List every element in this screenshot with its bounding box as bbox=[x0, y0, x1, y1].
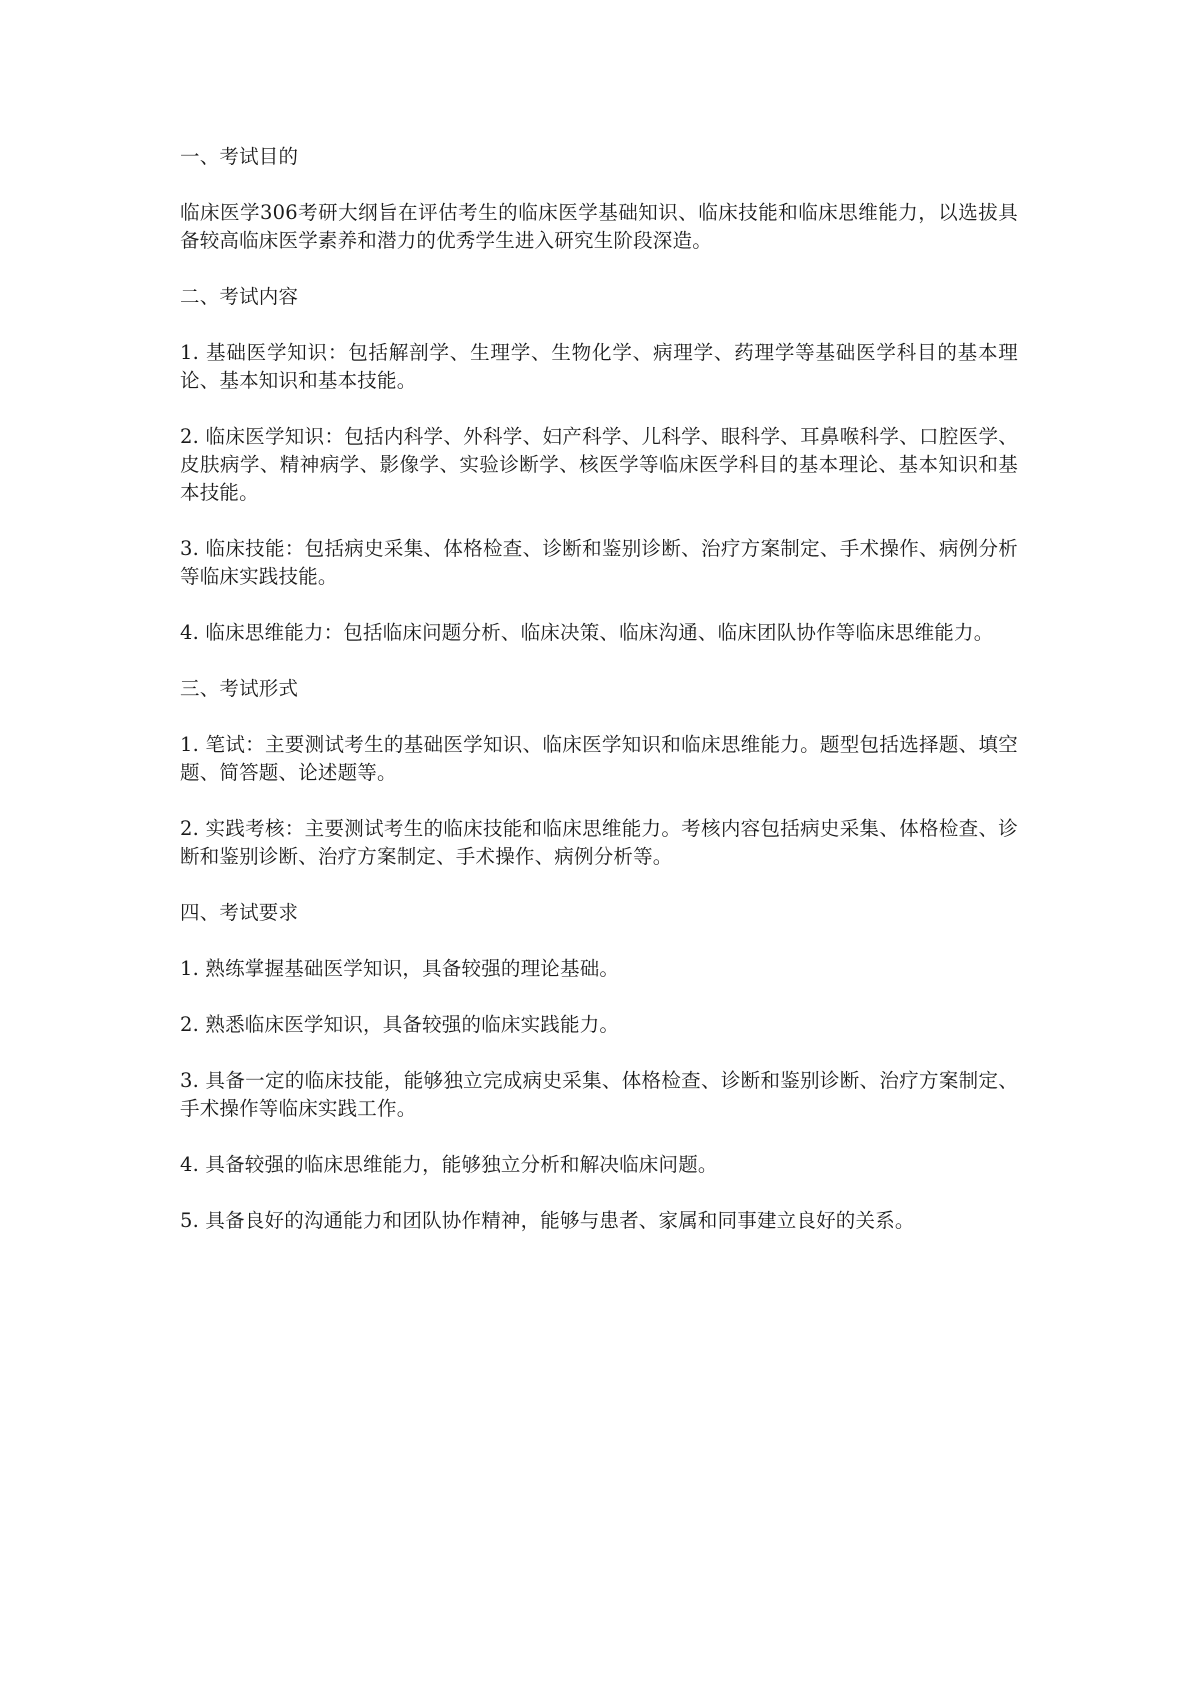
paragraph: 1. 笔试：主要测试考生的基础医学知识、临床医学知识和临床思维能力。题型包括选择题、填空题、简答题、论述题等。 bbox=[180, 733, 1018, 784]
section-heading: 三、考试形式 bbox=[180, 677, 299, 700]
paragraph: 2. 熟悉临床医学知识，具备较强的临床实践能力。 bbox=[180, 1013, 620, 1036]
paragraph: 3. 具备一定的临床技能，能够独立完成病史采集、体格检查、诊断和鉴别诊断、治疗方案制定、手术操作等临床实践工作。 bbox=[180, 1069, 1018, 1120]
document-page bbox=[180, 143, 1018, 1263]
paragraph: 3. 临床技能：包括病史采集、体格检查、诊断和鉴别诊断、治疗方案制定、手术操作、病例分析等临床实践技能。 bbox=[180, 537, 1018, 588]
section-exam-requirements bbox=[180, 899, 1018, 1235]
section-heading: 一、考试目的 bbox=[180, 145, 299, 168]
section-exam-format bbox=[180, 675, 1018, 871]
paragraph: 2. 实践考核：主要测试考生的临床技能和临床思维能力。考核内容包括病史采集、体格检查、诊断和鉴别诊断、治疗方案制定、手术操作、病例分析等。 bbox=[180, 817, 1018, 868]
paragraph: 4. 临床思维能力：包括临床问题分析、临床决策、临床沟通、临床团队协作等临床思维能力。 bbox=[180, 621, 994, 644]
paragraph: 2. 临床医学知识：包括内科学、外科学、妇产科学、儿科学、眼科学、耳鼻喉科学、口腔医学、皮肤病学、精神病学、影像学、实验诊断学、核医学等临床医学科目的基本理论、基本知识和基本技能。 bbox=[180, 425, 1018, 504]
section-heading: 二、考试内容 bbox=[180, 285, 299, 308]
section-exam-purpose bbox=[180, 143, 1018, 255]
section-exam-content bbox=[180, 283, 1018, 647]
section-heading: 四、考试要求 bbox=[180, 901, 299, 924]
paragraph: 临床医学306考研大纲旨在评估考生的临床医学基础知识、临床技能和临床思维能力，以选拔具备较高临床医学素养和潜力的优秀学生进入研究生阶段深造。 bbox=[180, 201, 1018, 252]
paragraph: 1. 熟练掌握基础医学知识，具备较强的理论基础。 bbox=[180, 957, 620, 980]
paragraph: 4. 具备较强的临床思维能力，能够独立分析和解决临床问题。 bbox=[180, 1153, 718, 1176]
paragraph: 1. 基础医学知识：包括解剖学、生理学、生物化学、病理学、药理学等基础医学科目的基本理论、基本知识和基本技能。 bbox=[180, 341, 1018, 392]
paragraph: 5. 具备良好的沟通能力和团队协作精神，能够与患者、家属和同事建立良好的关系。 bbox=[180, 1209, 915, 1232]
